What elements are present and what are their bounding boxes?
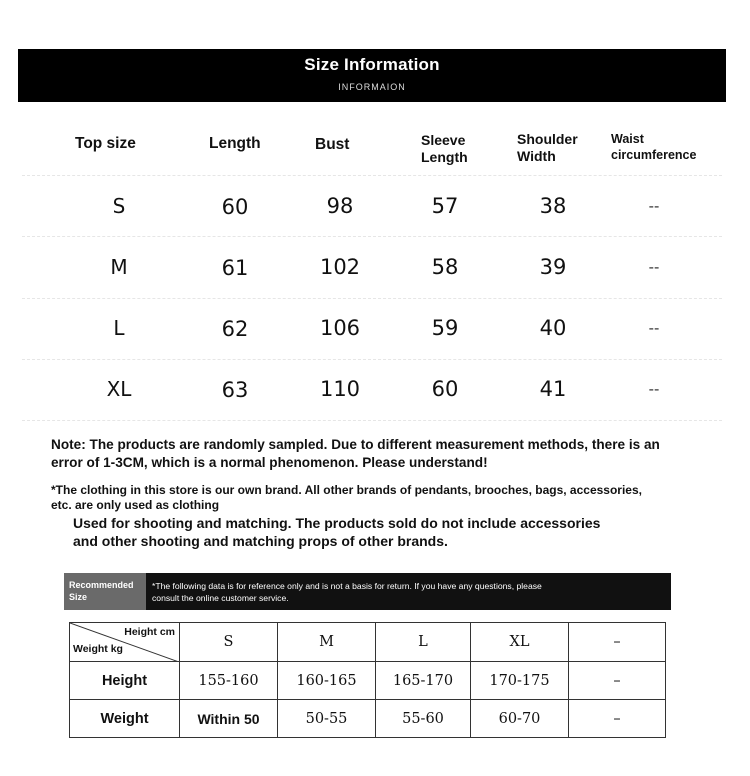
size-m-waist: -- bbox=[648, 259, 660, 276]
table-cell: Within 50 bbox=[180, 700, 278, 738]
table-cell: 160-165 bbox=[278, 662, 376, 700]
table-corner-cell bbox=[70, 623, 180, 662]
size-m-label: M bbox=[110, 255, 128, 279]
size-l-bust: 106 bbox=[319, 316, 361, 340]
table-cell: – bbox=[569, 662, 666, 700]
size-l-label: L bbox=[113, 316, 125, 340]
recommended-size-table bbox=[69, 622, 666, 738]
note-paragraph bbox=[51, 436, 731, 472]
table-cell: – bbox=[569, 700, 666, 738]
size-xl-waist: -- bbox=[648, 381, 660, 398]
brand-disclaimer bbox=[51, 483, 731, 513]
row-label-weight: Weight bbox=[70, 700, 180, 738]
table-cell: 50-55 bbox=[278, 700, 376, 738]
size-m-bust: 102 bbox=[319, 255, 361, 279]
table-cell: 55-60 bbox=[376, 700, 471, 738]
size-l-waist: -- bbox=[648, 320, 660, 337]
row-divider bbox=[22, 298, 722, 299]
size-s-waist: -- bbox=[648, 198, 660, 215]
size-s-label: S bbox=[112, 194, 126, 218]
header-sleeve-line1: Sleeve bbox=[421, 132, 466, 148]
header-shoulder-line1: Shoulder bbox=[517, 131, 578, 147]
table-cell: 165-170 bbox=[376, 662, 471, 700]
column-header: S bbox=[180, 623, 278, 662]
shoot-line-2: and other shooting and matching props of other brands. bbox=[73, 533, 448, 549]
table-cell: 170-175 bbox=[471, 662, 569, 700]
note-line-1: Note: The products are randomly sampled. Due to different measurement methods, there is an bbox=[51, 437, 660, 452]
recommended-size-label bbox=[64, 573, 146, 610]
column-header: M bbox=[278, 623, 376, 662]
brand-line-2: etc. are only used as clothing bbox=[51, 498, 220, 512]
header-sleeve-line2: Length bbox=[421, 149, 468, 165]
header-top-size: Top size bbox=[75, 135, 136, 152]
size-s-length: 60 bbox=[221, 195, 249, 219]
height-cm-label: Height cm bbox=[124, 626, 175, 638]
row-divider bbox=[22, 236, 722, 237]
size-m-shoulder: 39 bbox=[539, 255, 567, 279]
size-l-shoulder: 40 bbox=[539, 316, 567, 340]
row-divider bbox=[22, 359, 722, 360]
size-s-sleeve: 57 bbox=[431, 194, 459, 218]
size-m-sleeve: 58 bbox=[431, 255, 459, 279]
header-waist-line2: circumference bbox=[611, 148, 697, 162]
size-l-sleeve: 59 bbox=[431, 316, 459, 340]
header-sleeve-length bbox=[421, 132, 468, 166]
header-waist-circumference bbox=[611, 131, 696, 163]
column-header: L bbox=[376, 623, 471, 662]
header-shoulder-width bbox=[517, 131, 578, 165]
size-l-length: 62 bbox=[221, 317, 249, 341]
row-divider bbox=[22, 420, 722, 421]
shoot-line-1: Used for shooting and matching. The products sold do not include accessories bbox=[73, 515, 601, 531]
table-cell: 60-70 bbox=[471, 700, 569, 738]
table-cell: 155-160 bbox=[180, 662, 278, 700]
size-xl-bust: 110 bbox=[319, 377, 361, 401]
recommended-text-line2: consult the online customer service. bbox=[152, 593, 289, 603]
size-xl-shoulder: 41 bbox=[539, 377, 567, 401]
recommended-disclaimer bbox=[152, 580, 672, 604]
header-waist-line1: Waist bbox=[611, 132, 644, 146]
size-xl-length: 63 bbox=[221, 378, 249, 402]
weight-kg-label: Weight kg bbox=[73, 643, 123, 655]
recommended-text-line1: *The following data is for reference only and is not a basis for return. If you have any questions, please bbox=[152, 581, 542, 591]
banner-subtitle: INFORMAION bbox=[338, 82, 406, 92]
size-s-bust: 98 bbox=[326, 194, 354, 218]
size-xl-sleeve: 60 bbox=[431, 377, 459, 401]
size-s-shoulder: 38 bbox=[539, 194, 567, 218]
recommended-label-line2: Size bbox=[69, 592, 88, 602]
header-bust: Bust bbox=[315, 136, 350, 153]
row-label-height: Height bbox=[70, 662, 180, 700]
size-xl-label: XL bbox=[106, 377, 132, 401]
size-information-banner bbox=[18, 49, 726, 102]
column-header: XL bbox=[471, 623, 569, 662]
size-m-length: 61 bbox=[221, 256, 249, 280]
header-length: Length bbox=[209, 135, 261, 152]
note-line-2: error of 1-3CM, which is a normal phenomenon. Please understand! bbox=[51, 455, 488, 470]
brand-line-1: *The clothing in this store is our own brand. All other brands of pendants, brooches, bags, accessories, bbox=[51, 483, 642, 497]
column-header: – bbox=[569, 623, 666, 662]
banner-title: Size Information bbox=[304, 55, 440, 74]
header-shoulder-line2: Width bbox=[517, 148, 556, 164]
recommended-label-line1: Recommended bbox=[69, 580, 134, 590]
shooting-disclaimer bbox=[73, 514, 733, 550]
row-divider bbox=[22, 175, 722, 176]
